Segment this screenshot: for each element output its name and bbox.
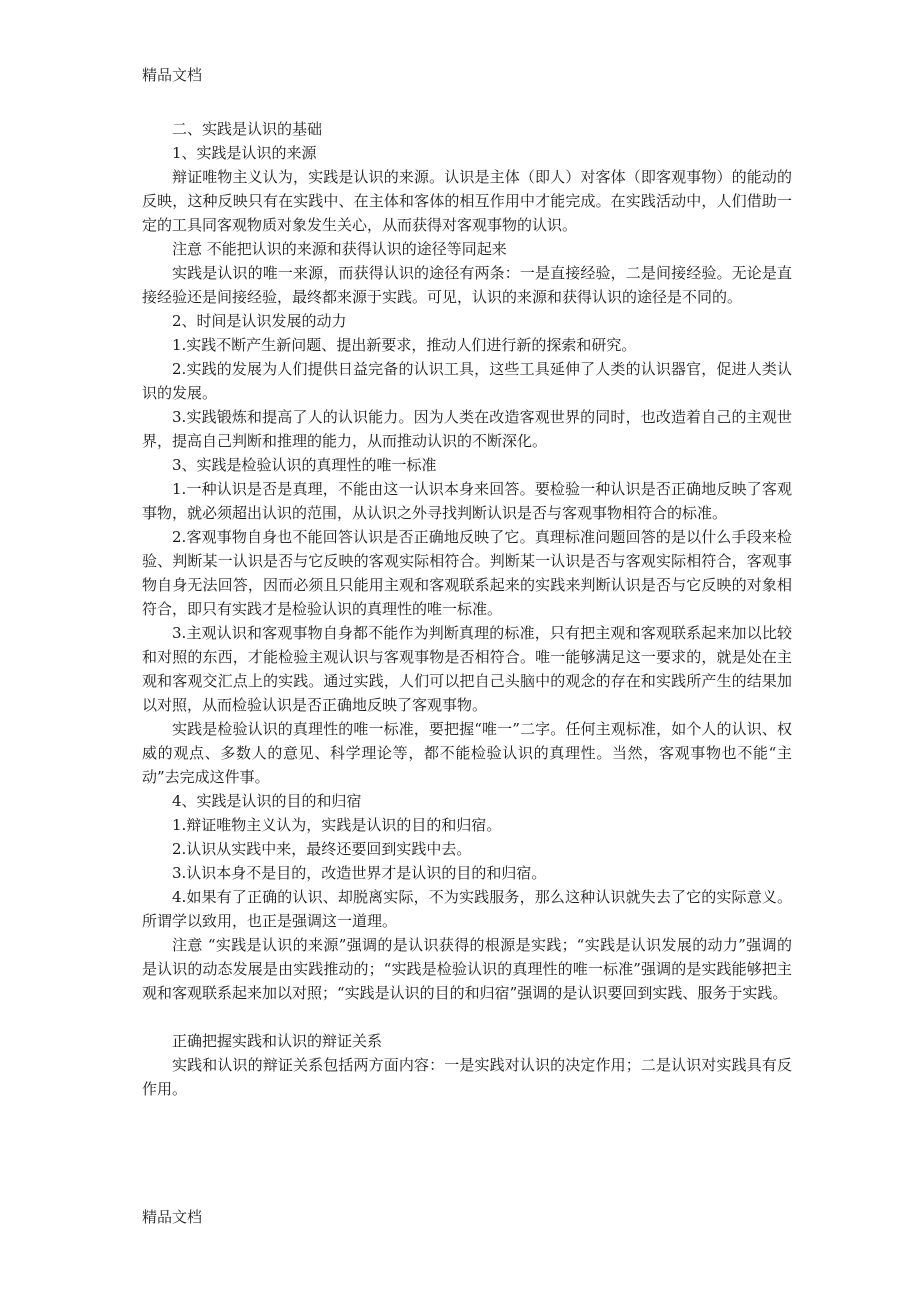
- list-item: 1.实践不断产生新问题、提出新要求，推动人们进行新的探索和研究。: [172, 336, 637, 354]
- list-item: 2.认识从实践中来，最终还要回到实践中去。: [172, 840, 472, 858]
- list-item: 1.一种认识是否是真理，不能由这一认识本身来回答。要检验一种认识是否正确地反映了客观事物，就必须超出认识的范围，从认识之外寻找判断认识是否与客观事物相符合的标准。: [142, 480, 792, 522]
- document-body: [142, 117, 792, 1101]
- note-paragraph: 注意 不能把认识的来源和获得认识的途径等同起来: [172, 240, 507, 258]
- note-paragraph: 注意 “实践是认识的来源”强调的是认识获得的根源是实践；“实践是认识发展的动力”强调的是认识的动态发展是由实践推动的；“实践是检验认识的真理性的唯一标准”强调的是实践能够把主观和客观联系起来加以对照；“实践是认识的目的和归宿”强调的是认识要回到实践、服务于实践。: [142, 936, 792, 1002]
- list-item: 3.主观认识和客观事物自身都不能作为判断真理的标准，只有把主观和客观联系起来加以比较和对照的东西，才能检验主观认识与客观事物是否相符合。唯一能够满足这一要求的，就是处在主观和客观交汇点上的实践。通过实践，人们可以把自己头脑中的观念的存在和实践所产生的结果加以对照，从而检验认识是否正确地反映了客观事物。: [142, 624, 792, 714]
- list-item: 3.实践锻炼和提高了人的认识能力。因为人类在改造客观世界的同时，也改造着自己的主观世界，提高自己判断和推理的能力，从而推动认识的不断深化。: [142, 408, 792, 450]
- list-item: 4.如果有了正确的认识、却脱离实际，不为实践服务，那么这种认识就失去了它的实际意义。所谓学以致用，也正是强调这一道理。: [142, 888, 792, 930]
- section-heading: 正确把握实践和认识的辩证关系: [172, 1032, 383, 1050]
- subsection-heading: 4、实践是认识的目的和归宿: [172, 792, 362, 810]
- list-item: 3.认识本身不是目的，改造世界才是认识的目的和归宿。: [172, 864, 547, 882]
- list-item: 2.客观事物自身也不能回答认识是否正确地反映了它。真理标准问题回答的是以什么手段来检验、判断某一认识是否与它反映的客观实际相符合。判断某一认识是否与客观实际相符合，客观事物自身无法回答，因而必须且只能用主观和客观联系起来的实践来判断认识是否与它反映的对象相符合，即只有实践才是检验认识的真理性的唯一标准。: [142, 528, 792, 618]
- subsection-heading: 2、时间是认识发展的动力: [172, 312, 347, 330]
- page-header-label: 精品文档: [142, 66, 203, 84]
- subsection-heading: 3、实践是检验认识的真理性的唯一标准: [172, 456, 437, 474]
- page-footer-label: 精品文档: [142, 1208, 203, 1226]
- body-paragraph: 辩证唯物主义认为，实践是认识的来源。认识是主体（即人）对客体（即客观事物）的能动的反映，这种反映只有在实践中、在主体和客体的相互作用中才能完成。在实践活动中，人们借助一定的工具同客观物质对象发生关心，从而获得对客观事物的认识。: [142, 168, 792, 234]
- body-paragraph: 实践是认识的唯一来源，而获得认识的途径有两条：一是直接经验，二是间接经验。无论是直接经验还是间接经验，最终都来源于实践。可见，认识的来源和获得认识的途径是不同的。: [142, 264, 792, 306]
- body-paragraph: 实践和认识的辩证关系包括两方面内容：一是实践对认识的决定作用；二是认识对实践具有反作用。: [142, 1056, 792, 1098]
- subsection-heading: 1、实践是认识的来源: [172, 144, 317, 162]
- list-item: 2.实践的发展为人们提供日益完备的认识工具，这些工具延伸了人类的认识器官，促进人类认识的发展。: [142, 360, 792, 402]
- body-paragraph: 实践是检验认识的真理性的唯一标准，要把握“唯一”二字。任何主观标准，如个人的认识、权威的观点、多数人的意见、科学理论等，都不能检验认识的真理性。当然，客观事物也不能“主动”去完成这件事。: [142, 720, 792, 786]
- list-item: 1.辩证唯物主义认为，实践是认识的目的和归宿。: [172, 816, 502, 834]
- section-heading: 二、实践是认识的基础: [172, 120, 323, 138]
